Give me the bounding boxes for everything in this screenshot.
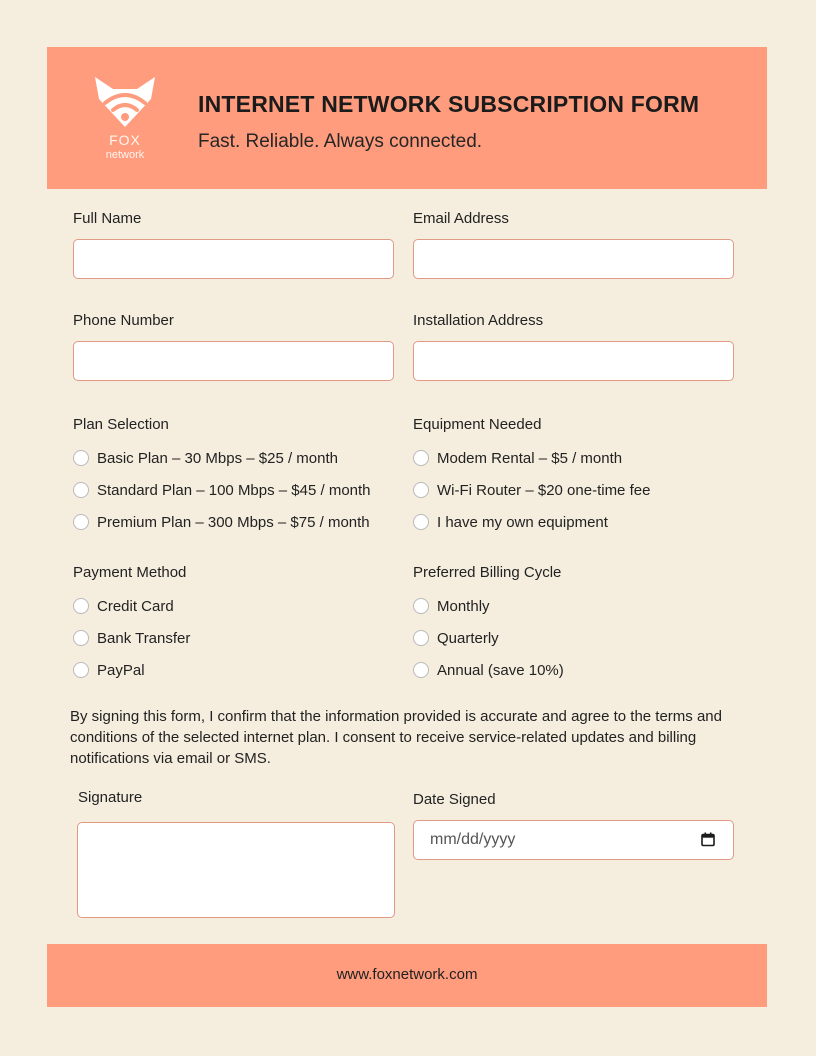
address-label: Installation Address: [413, 312, 544, 329]
billing-option-label: Annual (save 10%): [437, 661, 564, 679]
equipment-title: Equipment Needed: [413, 416, 542, 433]
payment-option[interactable]: [73, 628, 190, 648]
fox-wifi-icon: [91, 73, 159, 131]
full-name-label: Full Name: [73, 210, 142, 227]
payment-option-label: Bank Transfer: [97, 629, 191, 647]
form-tagline: Fast. Reliable. Always connected.: [198, 131, 483, 152]
calendar-icon[interactable]: [701, 832, 715, 847]
radio-button[interactable]: [413, 662, 429, 678]
logo-name: FOX: [109, 132, 141, 148]
billing-title: Preferred Billing Cycle: [413, 564, 562, 581]
header-banner: [47, 47, 767, 189]
radio-button[interactable]: [73, 514, 89, 530]
plan-option-label: Premium Plan – 300 Mbps – $75 / month: [97, 513, 370, 531]
plan-option-label: Basic Plan – 30 Mbps – $25 / month: [97, 449, 338, 467]
form-title: INTERNET NETWORK SUBSCRIPTION FORM: [198, 91, 700, 117]
plan-title: Plan Selection: [73, 416, 169, 433]
brand-logo: [87, 73, 163, 163]
billing-option[interactable]: [413, 596, 490, 616]
radio-button[interactable]: [413, 598, 429, 614]
billing-option-label: Monthly: [437, 597, 490, 615]
radio-button[interactable]: [413, 450, 429, 466]
footer-banner: [47, 944, 767, 1007]
payment-option[interactable]: [73, 660, 145, 680]
payment-option[interactable]: [73, 596, 174, 616]
payment-option-label: PayPal: [97, 661, 145, 679]
plan-option[interactable]: [73, 512, 370, 532]
equipment-option[interactable]: [413, 512, 608, 532]
equipment-option-label: I have my own equipment: [437, 513, 608, 531]
radio-button[interactable]: [413, 514, 429, 530]
radio-button[interactable]: [73, 450, 89, 466]
email-input[interactable]: [413, 239, 734, 279]
email-label: Email Address: [413, 210, 509, 227]
signature-field[interactable]: [77, 822, 395, 918]
radio-button[interactable]: [73, 662, 89, 678]
signature-label: Signature: [78, 789, 143, 806]
radio-button[interactable]: [413, 482, 429, 498]
plan-option[interactable]: [73, 448, 338, 468]
equipment-option[interactable]: [413, 448, 622, 468]
plan-option[interactable]: [73, 480, 371, 500]
payment-option-label: Credit Card: [97, 597, 174, 615]
address-input[interactable]: [413, 341, 734, 381]
billing-option-label: Quarterly: [437, 629, 499, 647]
radio-button[interactable]: [73, 482, 89, 498]
equipment-option-label: Modem Rental – $5 / month: [437, 449, 623, 467]
billing-option[interactable]: [413, 660, 564, 680]
footer-url: www.foxnetwork.com: [336, 966, 478, 983]
equipment-option-label: Wi-Fi Router – $20 one-time fee: [437, 481, 651, 499]
payment-title: Payment Method: [73, 564, 187, 581]
radio-button[interactable]: [413, 630, 429, 646]
date-signed-label: Date Signed: [413, 791, 496, 808]
date-signed-input[interactable]: [413, 820, 734, 860]
full-name-input[interactable]: [73, 239, 394, 279]
equipment-option[interactable]: [413, 480, 650, 500]
consent-statement: By signing this form, I confirm that the information provided is accurate and agree to the terms and conditions of the selected internet plan. I consent to receive service-related updates and billing notifications via email or SMS.: [70, 708, 722, 767]
billing-option[interactable]: [413, 628, 499, 648]
phone-label: Phone Number: [73, 312, 174, 329]
radio-button[interactable]: [73, 630, 89, 646]
phone-input[interactable]: [73, 341, 394, 381]
plan-option-label: Standard Plan – 100 Mbps – $45 / month: [97, 481, 371, 499]
logo-subtitle: network: [105, 149, 145, 161]
date-placeholder: mm/dd/yyyy: [430, 831, 516, 848]
radio-button[interactable]: [73, 598, 89, 614]
